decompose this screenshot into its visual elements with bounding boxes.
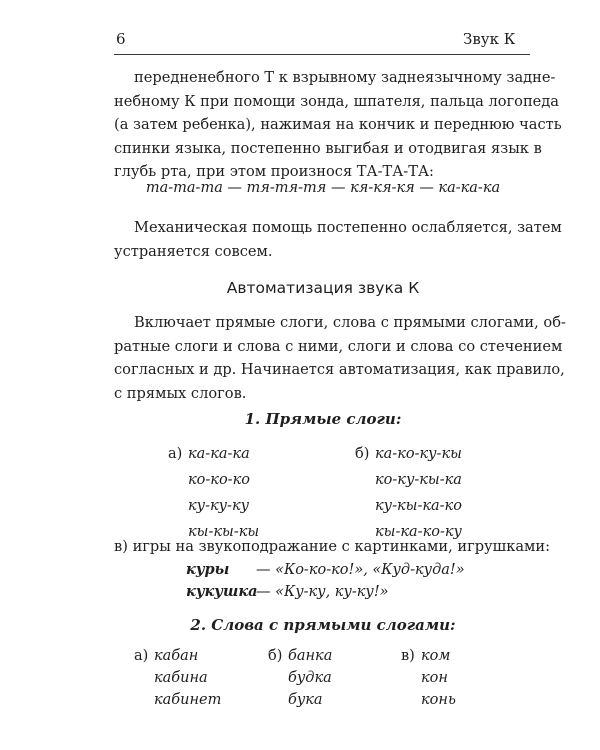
syllable-item: кы-кы-кы [188,524,260,540]
word-item: кабан [154,648,199,664]
word-item: конь [421,692,456,708]
syllable-item: ка-ко-ку-кы [375,446,462,462]
onomatopoeia-sound: — «Ку-ку, ку-ку!» [256,584,389,600]
syllable-item: кы-ка-ко-ку [375,524,462,540]
words-column-a [134,645,221,711]
syllable-chain: та-та-та — тя-тя-тя — кя-кя-кя — ка-ка-ка [145,180,501,196]
syllable-item: ка-ка-ка [188,446,250,462]
paragraph-line: согласных и др. Начинается автоматизация, как правило, [114,361,565,378]
mechanical-help-paragraph [114,216,562,263]
list-item [168,441,259,467]
item-v-text: игры на звукоподражание с картинками, игрушками: [132,538,551,555]
subheading-words-direct-syllables: 2. Слова с прямыми слогами: [190,616,456,634]
intro-paragraph [114,66,562,184]
running-header-title: Звук К [463,30,516,48]
word-item: ком [421,648,451,664]
list-item [134,645,221,667]
page-number: 6 [116,30,126,48]
syllable-item: ку-ку-ку [188,498,250,514]
list-marker: а) [134,648,149,664]
word-item: будка [288,670,332,686]
section-paragraph [114,311,566,405]
word-item: бука [288,692,323,708]
syllable-item: ку-кы-ка-ко [375,498,462,514]
intro-line: небному К при помощи зонда, шпателя, пальца логопеда [114,92,559,110]
list-marker: в) [114,538,128,555]
onomatopoeia-sound: — «Ко-ко-ко!», «Куд-куда!» [256,562,465,578]
list-item [355,441,462,467]
intro-line: передненебного Т к взрывному заднеязычному задне- [134,69,556,86]
list-marker: б) [355,446,370,462]
onomatopoeia-list [186,559,465,603]
list-marker: в) [401,648,415,664]
syllable-item: ко-ку-кы-ка [375,472,462,488]
syllables-column-b [355,441,462,545]
paragraph-line: с прямых слогов. [114,384,247,402]
subheading-direct-syllables: 1. Прямые слоги: [244,410,402,428]
list-item [401,645,456,667]
list-marker: а) [168,446,183,462]
word-item: кабинет [154,692,222,708]
word-item: кабина [154,670,208,686]
paragraph-line: Включает прямые слоги, слова с прямыми слогами, об- [134,314,566,331]
word-item: кон [421,670,448,686]
word-item: банка [288,648,333,664]
header-divider [114,54,530,55]
paragraph-line: устраняется совсем. [114,242,273,260]
intro-line: (а затем ребенка), нажимая на кончик и переднюю часть [114,116,562,133]
words-column-v [401,645,456,711]
paragraph-line: Механическая помощь постепенно ослабляется, затем [134,219,562,236]
onomatopoeia-word: куры [186,561,230,578]
onomatopoeia-row [186,559,465,581]
item-v-line [114,538,550,555]
words-column-b [268,645,332,711]
intro-line: глубь рта, при этом произнося ТА-ТА-ТА: [114,163,434,180]
syllable-item: ко-ко-ко [188,472,250,488]
list-marker: б) [268,648,283,664]
intro-line: спинки языка, постепенно выгибая и отодвигая язык в [114,139,542,157]
section-heading: Автоматизация звука К [226,279,420,297]
onomatopoeia-word: кукушка [186,583,258,600]
syllables-column-a [168,441,259,545]
list-item [268,645,332,667]
onomatopoeia-row [186,581,465,603]
paragraph-line: ратные слоги и слова с ними, слоги и слова со стечением [114,337,563,355]
